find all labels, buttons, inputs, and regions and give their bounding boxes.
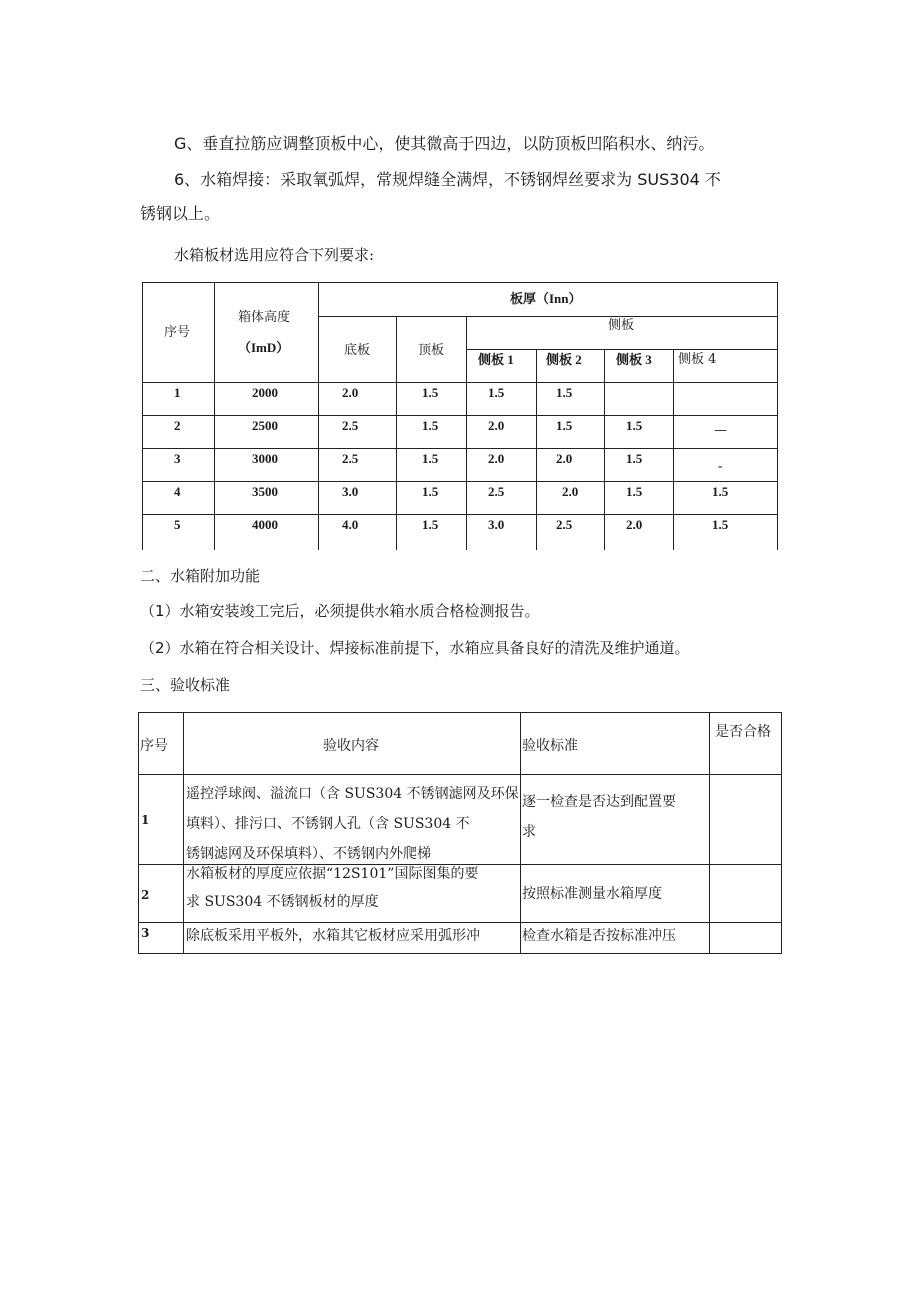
paragraph-vertical-tie-bars: G、垂直拉筋应调整顶板中心，使其微高于四边，以防顶板凹陷积水、纳污。 <box>174 134 715 153</box>
acc-row-1-content-line-2: 填料）、排污口、不锈钢人孔（含 SUS304 不 <box>186 816 470 832</box>
section-2-item-1: （1）水箱安装竣工完后，必须提供水箱水质合格检测报告。 <box>140 602 540 620</box>
row-4-top: 1.5 <box>422 484 439 499</box>
row-5-side-1: 3.0 <box>488 517 505 532</box>
row-2-seq: 2 <box>174 418 181 433</box>
section-2-title: 二、水箱附加功能 <box>140 567 261 585</box>
header-seq: 序号 <box>164 325 191 340</box>
section-3-title: 三、验收标准 <box>140 676 231 694</box>
row-2-side-2: 1.5 <box>556 418 573 433</box>
row-3-height: 3000 <box>252 451 278 466</box>
section-2-item-2: （2）水箱在符合相关设计、焊接标准前提下，水箱应具备良好的清洗及维护通道。 <box>140 639 690 657</box>
row-3-side-1: 2.0 <box>488 451 505 466</box>
acc-row-3-content-line-1: 除底板采用平板外，水箱其它板材应采用弧形冲 <box>186 928 480 944</box>
row-5-side-3: 2.0 <box>626 517 643 532</box>
acc-row-3-seq: 3 <box>141 926 150 940</box>
row-1-height: 2000 <box>252 385 278 400</box>
header-side-2: 侧板 2 <box>546 352 582 367</box>
header-side-4: 侧板 4 <box>678 352 717 367</box>
row-5-height: 4000 <box>252 517 278 532</box>
acc-row-2-content-line-2: 求 SUS304 不锈钢板材的厚度 <box>186 894 379 910</box>
row-2-bottom: 2.5 <box>342 418 359 433</box>
row-3-side-2: 2.0 <box>556 451 573 466</box>
row-5-top: 1.5 <box>422 517 439 532</box>
row-1-bottom: 2.0 <box>342 385 359 400</box>
row-4-side-4: 1.5 <box>712 484 729 499</box>
row-4-side-1: 2.5 <box>488 484 505 499</box>
header-height-unit: （ImD） <box>238 340 290 355</box>
header-bottom: 底板 <box>344 343 371 358</box>
acc-row-1-content-line-3: 锈钢滤网及环保填料）、不锈钢内外爬梯 <box>186 846 431 862</box>
row-3-top: 1.5 <box>422 451 439 466</box>
row-3-side-4: - <box>718 458 723 473</box>
row-4-height: 3500 <box>252 484 278 499</box>
header-top: 顶板 <box>418 343 445 358</box>
row-2-height: 2500 <box>252 418 278 433</box>
row-3-seq: 3 <box>174 451 181 466</box>
row-1-side-1: 1.5 <box>488 385 505 400</box>
row-4-side-2: 2.0 <box>562 484 579 499</box>
acc-row-1-seq: 1 <box>141 813 150 827</box>
acc-row-2-content-line-1: 水箱板材的厚度应依据“12S101”国际图集的要 <box>186 866 479 882</box>
acc-row-3-standard-line-1: 检查水箱是否按标准冲压 <box>522 928 676 944</box>
header-height: 箱体高度 <box>238 310 291 325</box>
row-2-side-1: 2.0 <box>488 418 505 433</box>
acc-row-2-seq: 2 <box>141 888 150 902</box>
row-5-side-4: 1.5 <box>712 517 729 532</box>
row-5-bottom: 4.0 <box>342 517 359 532</box>
row-4-seq: 4 <box>174 484 181 499</box>
acc-row-2-standard-line-1: 按照标准测量水箱厚度 <box>522 886 662 902</box>
row-5-seq: 5 <box>174 517 181 532</box>
row-1-top: 1.5 <box>422 385 439 400</box>
paragraph-table-intro: 水箱板材选用应符合下列要求: <box>174 246 375 264</box>
header-side: 侧板 <box>608 318 635 333</box>
paragraph-welding: 6、水箱焊接：采取氧弧焊，常规焊缝全满焊，不锈钢焊丝要求为 SUS304 不 <box>174 170 721 189</box>
acceptance-table <box>138 712 782 954</box>
acc-header-content: 验收内容 <box>323 738 379 754</box>
row-1-side-2: 1.5 <box>556 385 573 400</box>
row-5-side-2: 2.5 <box>556 517 573 532</box>
acc-row-1-standard-line-2: 求 <box>522 824 536 840</box>
row-4-side-3: 1.5 <box>626 484 643 499</box>
row-1-seq: 1 <box>174 385 181 400</box>
row-4-bottom: 3.0 <box>342 484 359 499</box>
header-thickness: 板厚（Inn） <box>510 291 582 306</box>
row-3-bottom: 2.5 <box>342 451 359 466</box>
acc-row-1-standard-line-1: 逐一检查是否达到配置要 <box>522 794 676 810</box>
acc-header-pass: 是否合格 <box>715 724 771 740</box>
paragraph-welding-cont: 锈钢以上。 <box>140 204 221 223</box>
header-side-3: 侧板 3 <box>616 352 652 367</box>
acc-header-seq: 序号 <box>140 738 168 754</box>
acc-row-1-content-line-1: 遥控浮球阀、溢流口（含 SUS304 不锈钢滤网及环保 <box>186 786 519 802</box>
row-3-side-3: 1.5 <box>626 451 643 466</box>
row-2-side-4: — <box>714 423 727 438</box>
row-2-top: 1.5 <box>422 418 439 433</box>
row-2-side-3: 1.5 <box>626 418 643 433</box>
acc-header-standard: 验收标准 <box>522 738 578 754</box>
plate-thickness-table <box>142 282 778 550</box>
header-side-1: 侧板 1 <box>478 352 514 367</box>
